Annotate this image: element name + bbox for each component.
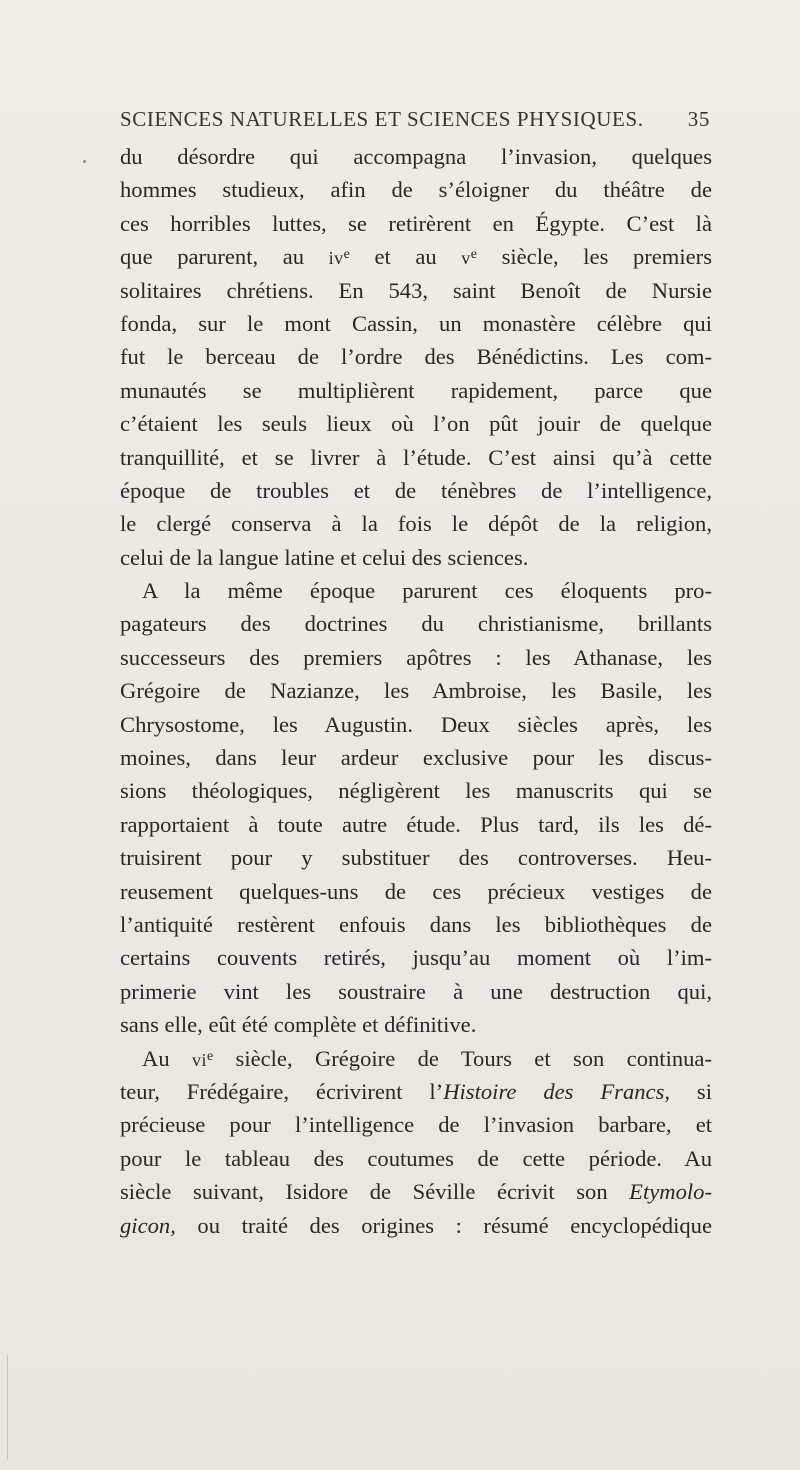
text-line: moines, dans leur ardeur exclusive pour les discus- bbox=[120, 745, 712, 771]
running-title: SCIENCES NATURELLES ET SCIENCES PHYSIQUES. bbox=[120, 107, 644, 131]
paper-speck bbox=[83, 160, 86, 163]
text-line: A la même époque parurent ces éloquents pro- bbox=[142, 578, 712, 604]
body-text bbox=[120, 140, 712, 1242]
text-line: le clergé conserva à la fois le dépôt de la religion, bbox=[120, 511, 712, 537]
text-line: sions théologiques, négligèrent les manuscrits qui se bbox=[120, 778, 712, 804]
text-line: celui de la langue latine et celui des sciences. bbox=[120, 544, 529, 570]
text-line: solitaires chrétiens. En 543, saint Benoît de Nursie bbox=[120, 277, 712, 303]
text-line: rapportaient à toute autre étude. Plus tard, ils les dé- bbox=[120, 811, 712, 837]
text-line: primerie vint les soustraire à une destruction qui, bbox=[120, 978, 712, 1004]
text-line: ces horribles luttes, se retirèrent en Égypte. C’est là bbox=[120, 210, 712, 236]
text-line: sans elle, eût été complète et définitive. bbox=[120, 1012, 477, 1038]
text-line: pour le tableau des coutumes de cette période. Au bbox=[120, 1145, 712, 1171]
text-line: précieuse pour l’intelligence de l’invasion barbare, et bbox=[120, 1112, 712, 1138]
text-line: l’antiquité restèrent enfouis dans les bibliothèques de bbox=[120, 911, 712, 937]
text-line: Chrysostome, les Augustin. Deux siècles après, les bbox=[120, 711, 712, 737]
text-line: gicon, ou traité des origines : résumé encyclopédique bbox=[120, 1212, 712, 1238]
text-line: Au $vi^e$ siècle, Grégoire de Tours et son continua- bbox=[142, 1045, 712, 1071]
text-line: pagateurs des doctrines du christianisme, brillants bbox=[120, 611, 712, 637]
text-line: fut le berceau de l’ordre des Bénédictins. Les com- bbox=[120, 344, 712, 370]
text-line: Grégoire de Nazianze, les Ambroise, les Basile, les bbox=[120, 678, 712, 704]
text-line: successeurs des premiers apôtres : les Athanase, les bbox=[120, 644, 712, 670]
text-line: du désordre qui accompagna l’invasion, quelques bbox=[120, 144, 712, 169]
page-number: 35 bbox=[687, 107, 710, 131]
text-line: siècle suivant, Isidore de Séville écrivit son Etymolo- bbox=[120, 1179, 712, 1205]
running-head bbox=[120, 104, 710, 134]
text-line: reusement quelques-uns de ces précieux vestiges de bbox=[120, 878, 712, 904]
page-edge-line bbox=[7, 1355, 8, 1460]
text-line: fonda, sur le mont Cassin, un monastère célèbre qui bbox=[120, 310, 712, 336]
text-line: que parurent, au $iv^e$ et au $v^e$ siècle, les premiers bbox=[120, 244, 712, 270]
text-line: époque de troubles et de ténèbres de l’intelligence, bbox=[120, 477, 712, 503]
text-line: hommes studieux, afin de s’éloigner du théâtre de bbox=[120, 177, 712, 203]
text-line: tranquillité, et se livrer à l’étude. C’est ainsi qu’à cette bbox=[120, 444, 712, 470]
text-line: munautés se multiplièrent rapidement, parce que bbox=[120, 377, 712, 403]
text-line: teur, Frédégaire, écrivirent l’Histoire des Francs, si bbox=[120, 1078, 712, 1104]
text-line: c’étaient les seuls lieux où l’on pût jouir de quelque bbox=[120, 411, 712, 437]
text-line: certains couvents retirés, jusqu’au moment où l’im- bbox=[120, 945, 712, 971]
text-line: truisirent pour y substituer des controverses. Heu- bbox=[120, 845, 712, 871]
